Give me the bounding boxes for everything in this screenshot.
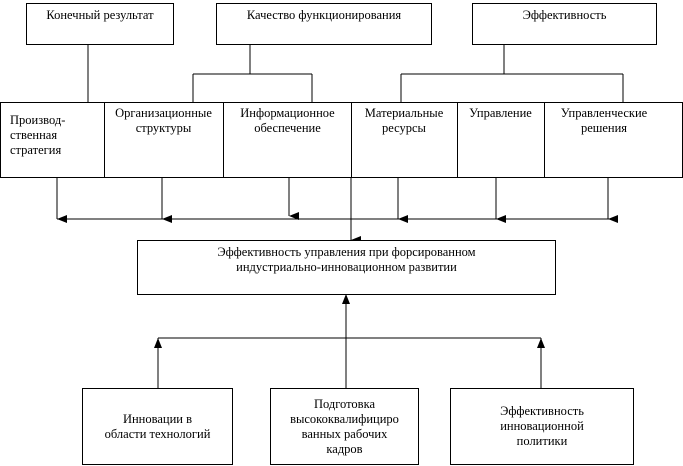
box-innovations: Инновации в области технологий [82,388,233,465]
factor-decisions: Управленческие решения [560,106,648,135]
box-training: Подготовка высококвалифициро ванных рабочих кадров [270,388,419,465]
factor-production: Производ- ственная стратегия [10,113,66,157]
factor-management: Управление [469,106,532,120]
box-quality: Качество функционирования [216,3,432,45]
factor-org: Организационные структуры [115,106,212,135]
box-policy: Эффективность инновационной политики [450,388,634,465]
factor-info: Информационное обеспечение [240,106,335,135]
box-efficiency: Эффективность [472,3,657,45]
box-result: Конечный результат [26,3,174,45]
factor-material: Материальные ресурсы [364,106,444,135]
box-center: Эффективность управления при форсированном индустриально-инновационном развитии [137,240,556,295]
